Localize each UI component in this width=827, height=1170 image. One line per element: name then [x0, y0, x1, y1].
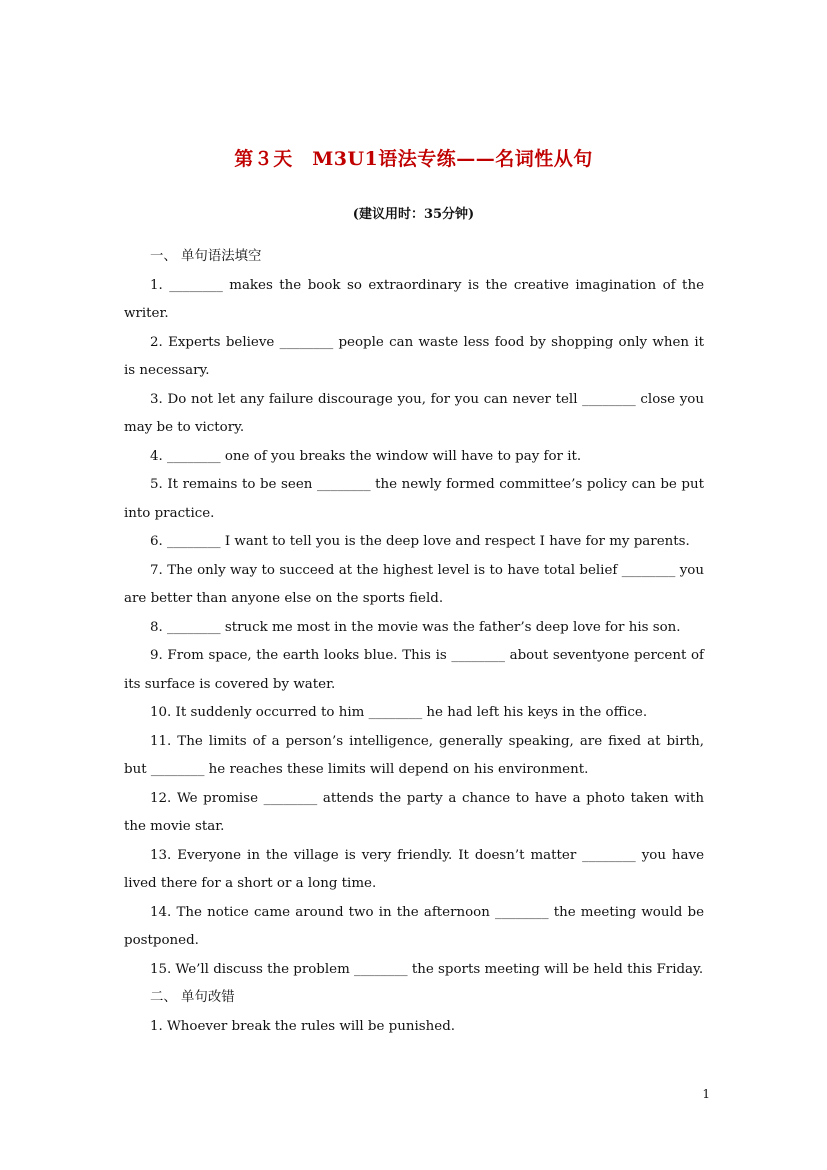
- section-heading-fill-in: 一、 单句语法填空: [150, 249, 262, 264]
- exercise-item: 6. ________ I want to tell you is the deep love and respect I have for my parents.: [150, 534, 690, 549]
- exercise-item: 9. From space, the earth looks blue. This is ________ about seventyone percent of its surface is covered by water.: [124, 648, 704, 692]
- page-number: 1: [702, 1087, 710, 1101]
- exercise-item: 10. It suddenly occurred to him ________ he had left his keys in the office.: [150, 705, 648, 720]
- exercise-item: 14. The notice came around two in the afternoon ________ the meeting would be postponed.: [124, 904, 704, 948]
- suggested-time: (建议用时：35分钟): [352, 207, 475, 222]
- exercise-item: 15. We’ll discuss the problem ________ the sports meeting will be held this Friday.: [150, 961, 704, 977]
- exercise-item: 12. We promise ________ attends the party a chance to have a photo taken with the movie star.: [124, 790, 704, 834]
- exercise-item: 2. Experts believe ________ people can waste less food by shopping only when it is necessary.: [124, 334, 704, 378]
- exercise-item: 8. ________ struck me most in the movie was the father’s deep love for his son.: [150, 619, 681, 635]
- exercise-item: 11. The limits of a person’s intelligence, generally speaking, are fixed at birth, but ________ he reaches these limits will depend on his environment.: [124, 733, 704, 777]
- exercise-item: 3. Do not let any failure discourage you, for you can never tell ________ close you may be to victory.: [124, 391, 704, 435]
- exercise-item: 1. Whoever break the rules will be punished.: [150, 1018, 456, 1034]
- exercise-item: 1. ________ makes the book so extraordinary is the creative imagination of the writer.: [124, 277, 704, 321]
- section-heading-error-correction: 二、 单句改错: [150, 990, 235, 1005]
- exercise-item: 13. Everyone in the village is very friendly. It doesn’t matter ________ you have lived there for a short or a long time.: [124, 847, 704, 891]
- page-title: 第３天 M3U1语法专练——名词性从句: [234, 148, 593, 170]
- exercise-item: 4. ________ one of you breaks the window will have to pay for it.: [150, 448, 582, 464]
- exercise-item: 7. The only way to succeed at the highest level is to have total belief ________ you are better than anyone else on the sports field.: [124, 562, 704, 606]
- exercise-item: 5. It remains to be seen ________ the newly formed committee’s policy can be put into practice.: [124, 477, 704, 521]
- exercise-content: [124, 243, 704, 1041]
